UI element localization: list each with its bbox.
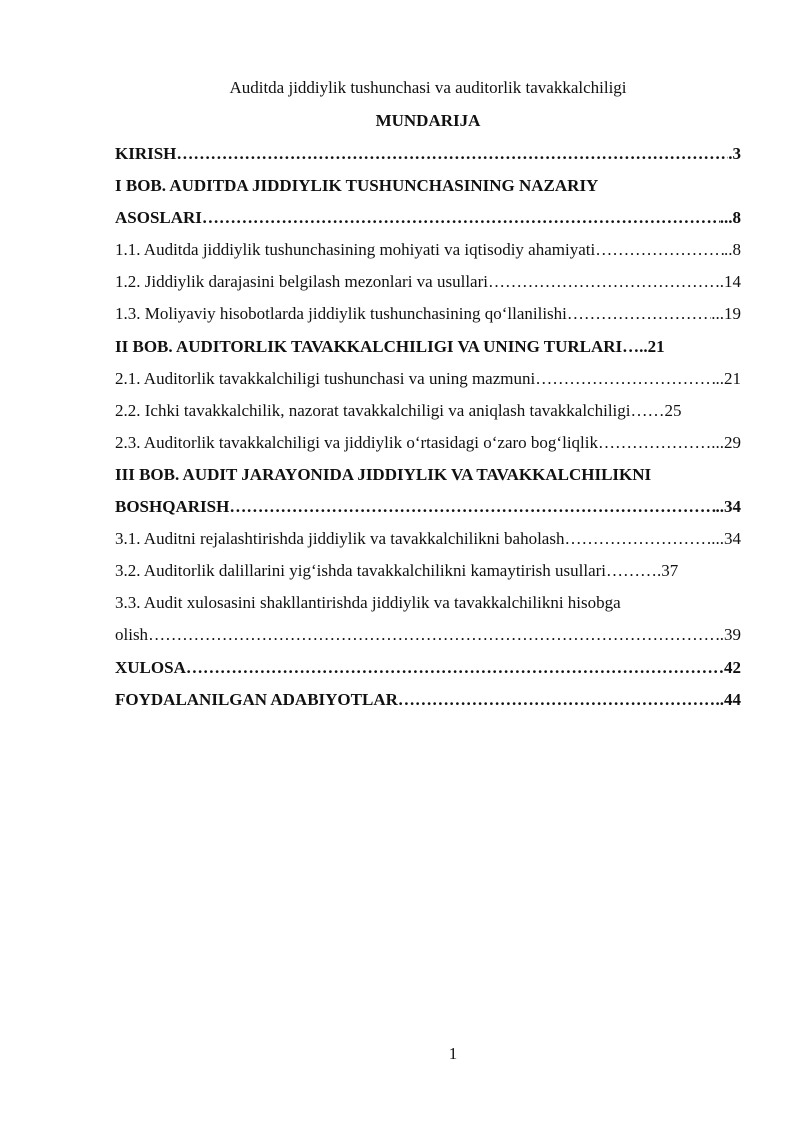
toc-page-number: ……25 (630, 400, 682, 420)
toc-entry-bob3-line1[interactable] (115, 464, 741, 496)
toc-entry-text: 3.1. Auditni rejalashtirishda jiddiylik va tavakkalchilikni baholash (115, 529, 565, 549)
toc-entry-3-3-line2[interactable] (115, 624, 741, 656)
toc-page-number: ..8 (724, 240, 741, 260)
toc-entry-text: 3.2. Auditorlik dalillarini yig‘ishda tavakkalchilikni kamaytirish usullari (115, 561, 607, 581)
toc-page-number: ...29 (711, 432, 741, 452)
toc-page-number: ...34 (711, 529, 741, 549)
toc-entry-2-2[interactable] (115, 400, 741, 432)
dot-leader (598, 432, 711, 454)
dot-leader (148, 624, 720, 646)
toc-entry-kirish[interactable] (115, 143, 741, 175)
dot-leader (564, 528, 711, 550)
toc-entry-text: 2.1. Auditorlik tavakkalchiligi tushunchasi va uning mazmuni (115, 368, 536, 388)
dot-leader (176, 143, 728, 165)
dot-leader (488, 271, 720, 293)
toc-entry-xulosa[interactable] (115, 657, 741, 689)
toc-entry-text: 1.1. Auditda jiddiylik tushunchasining mohiyati va iqtisodiy ahamiyati (115, 240, 596, 260)
toc-entry-text: III BOB. AUDIT JARAYONIDA JIDDIYLIK VA TAVAKKALCHILIKNI (115, 464, 652, 484)
toc-entry-text: ASOSLARI (115, 208, 202, 228)
dot-leader (535, 368, 715, 390)
toc-page-number: .39 (719, 625, 741, 645)
toc-entry-3-3-line1[interactable] (115, 592, 741, 624)
toc-entry-1-2[interactable] (115, 271, 741, 303)
toc-page-number: ……….37 (606, 561, 679, 581)
toc-entry-text: KIRISH (115, 144, 177, 163)
toc-entry-adabiyotlar[interactable] (115, 689, 741, 721)
toc-entry-text: BOSHQARISH (115, 497, 230, 517)
toc-page-number: .14 (719, 272, 741, 292)
toc-entry-3-1[interactable] (115, 528, 741, 560)
toc-entry-2-1[interactable] (115, 368, 741, 400)
toc-entry-bob1-line2[interactable] (115, 207, 741, 239)
toc-entry-bob3-line2[interactable] (115, 496, 741, 528)
toc-entry-text: 1.3. Moliyaviy hisobotlarda jiddiylik tushunchasining qo‘llanilishi (115, 304, 567, 324)
toc-entry-bob1-line1[interactable] (115, 175, 741, 207)
document-title: Auditda jiddiylik tushunchasi va auditorlik tavakkalchiligi (229, 78, 627, 97)
toc-page-number: ..44 (715, 689, 741, 709)
toc-entry-text: olish (115, 625, 149, 645)
toc-page-number: .3 (728, 144, 741, 163)
dot-leader (202, 207, 720, 229)
toc-page-number: ..21 (715, 368, 741, 388)
dot-leader (398, 689, 716, 711)
toc-entry-text: I BOB. AUDITDA JIDDIYLIK TUSHUNCHASINING NAZARIY (115, 176, 599, 196)
dot-leader (229, 496, 715, 518)
toc-page-number: ..34 (715, 497, 741, 517)
toc-entry-text: 2.3. Auditorlik tavakkalchiligi va jiddiylik o‘rtasidagi o‘zaro bog‘liqlik (115, 432, 598, 452)
toc-entry-2-3[interactable] (115, 432, 741, 464)
toc-entry-text: 2.2. Ichki tavakkalchilik, nazorat tavakkalchiligi va aniqlash tavakkalchiligi (115, 400, 631, 420)
toc-entry-text: FOYDALANILGAN ADABIYOTLAR (115, 689, 398, 709)
page-number: 1 (448, 1044, 458, 1063)
dot-leader (567, 303, 711, 325)
toc-page-number: 42 (724, 657, 741, 677)
toc-entry-1-3[interactable] (115, 303, 741, 335)
toc-entry-3-2[interactable] (115, 560, 741, 592)
dot-leader (186, 657, 724, 679)
toc-entry-text: 1.2. Jiddiylik darajasini belgilash mezonlari va usullari (115, 272, 488, 292)
toc-page-number: ...19 (711, 304, 741, 324)
toc-heading: MUNDARIJA (375, 111, 481, 130)
toc-entry-text: 3.3. Audit xulosasini shakllantirishda jiddiylik va tavakkalchilikni hisobga (115, 593, 621, 613)
dot-leader (595, 239, 724, 261)
toc-entry-text: XULOSA (115, 657, 186, 677)
toc-page-number: …..21 (622, 336, 665, 356)
toc-page-number: ...8 (719, 208, 741, 228)
toc-entry-1-1[interactable] (115, 239, 741, 271)
table-of-contents (115, 143, 741, 721)
toc-entry-text: II BOB. AUDITORLIK TAVAKKALCHILIGI VA UNING TURLARI (115, 336, 623, 356)
toc-entry-bob2[interactable] (115, 336, 741, 368)
